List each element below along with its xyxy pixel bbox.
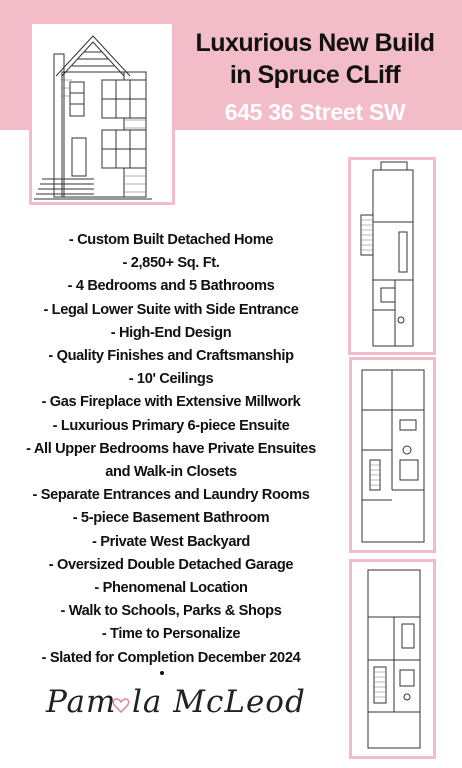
floor-plan-basement-icon: [352, 562, 433, 756]
signature: [46, 676, 306, 726]
feature-item: - Quality Finishes and Craftsmanship: [48, 348, 294, 365]
feature-item: - 5-piece Basement Bathroom: [72, 510, 270, 527]
feature-item: - Private West Backyard: [92, 533, 250, 550]
property-address: 645 36 Street SW: [224, 99, 406, 125]
page-title-line2: in Spruce CLiff: [229, 61, 401, 89]
feature-item: - Luxurious Primary 6-piece Ensuite: [52, 417, 290, 434]
floor-plan-upper-icon: [352, 360, 433, 550]
feature-item: - High-End Design: [110, 324, 232, 341]
feature-item: - Legal Lower Suite with Side Entrance: [43, 301, 299, 318]
feature-item: - 2,850+ Sq. Ft.: [122, 255, 220, 272]
floor-plan-basement-frame: [349, 559, 436, 759]
signature-script: [46, 676, 306, 726]
feature-item: - Slated for Completion December 2024: [41, 649, 301, 666]
feature-item: - Phenomenal Location: [94, 580, 248, 597]
feature-item: - Separate Entrances and Laundry Rooms: [32, 487, 310, 504]
svg-text:Pam: Pam: [46, 684, 117, 720]
floor-plan-main-frame: [348, 157, 436, 355]
feature-item: - Custom Built Detached Home: [68, 232, 274, 248]
feature-item: - Gas Fireplace with Extensive Millwork: [41, 394, 301, 411]
page-title-line1: Luxurious New Build: [195, 29, 435, 57]
svg-text:la McLeod: la McLeod: [132, 684, 306, 720]
features-list: [18, 229, 324, 670]
house-elevation-drawing: [32, 24, 172, 202]
house-elevation-frame: [29, 21, 175, 205]
feature-item: - Walk to Schools, Parks & Shops: [60, 603, 282, 620]
list-end-dot: [160, 671, 164, 675]
feature-item: - Time to Personalize: [101, 626, 241, 643]
feature-item: - All Upper Bedrooms have Private Ensuites: [26, 440, 316, 457]
feature-item: - 10' Ceilings: [128, 371, 214, 388]
floor-plan-main-icon: [351, 160, 433, 352]
floor-plan-upper-frame: [349, 357, 436, 553]
feature-item: and Walk-in Closets: [105, 464, 237, 481]
feature-item: - 4 Bedrooms and 5 Bathrooms: [67, 278, 275, 295]
feature-item: - Oversized Double Detached Garage: [48, 556, 294, 573]
